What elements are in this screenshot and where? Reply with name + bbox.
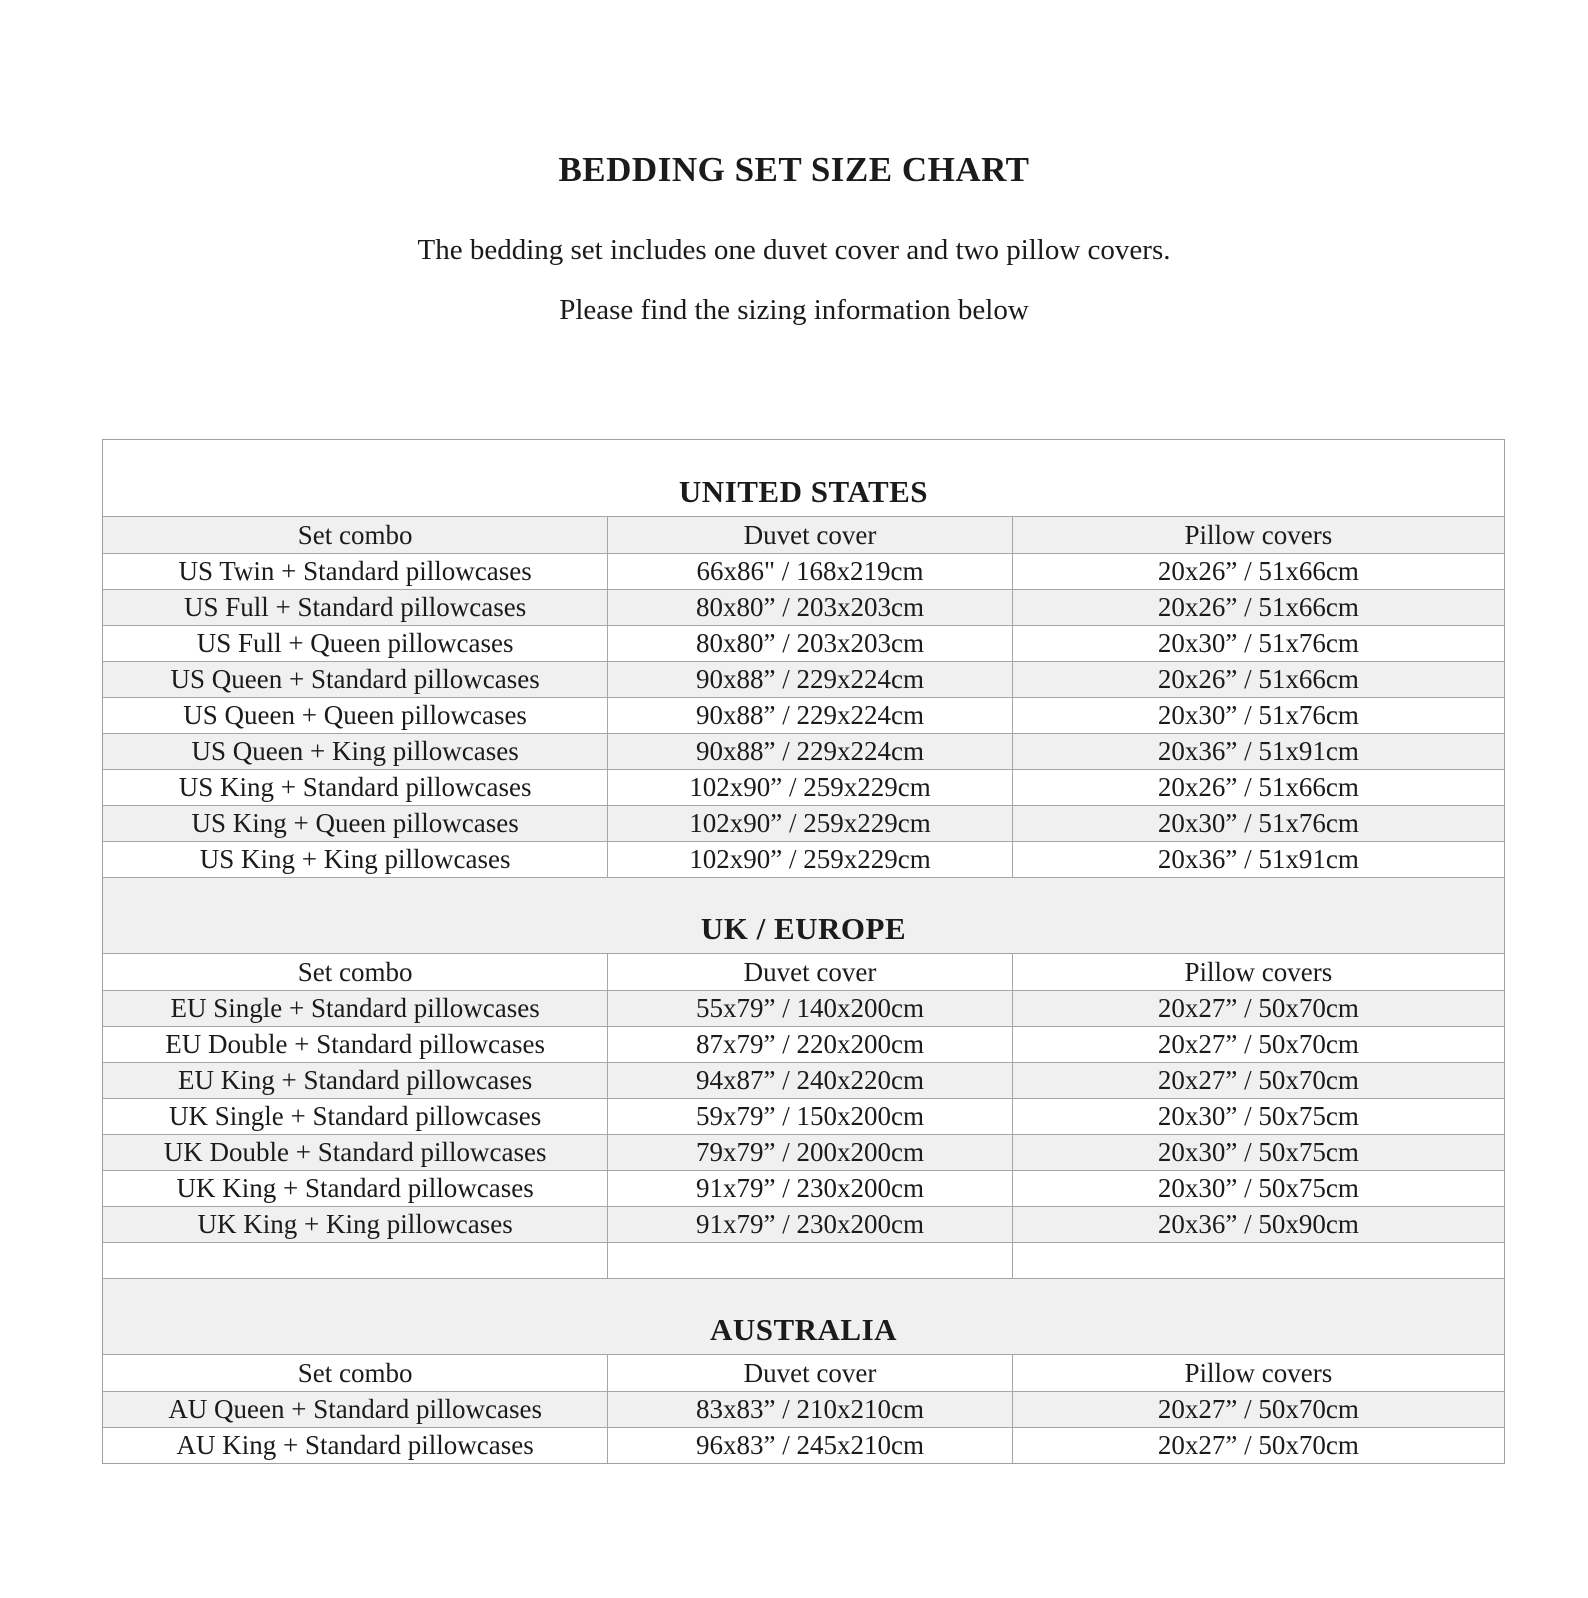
table-row	[103, 697, 1504, 733]
empty-row	[103, 1242, 1504, 1278]
set-combo-cell: AU King + Standard pillowcases	[176, 1430, 534, 1460]
set-combo-cell: UK Double + Standard pillowcases	[163, 1137, 547, 1167]
pillow-covers-cell: 20x30” / 50x75cm	[1012, 1099, 1504, 1134]
set-combo-cell: US King + Queen pillowcases	[191, 808, 519, 838]
duvet-cover-cell: 102x90” / 259x229cm	[607, 806, 1011, 841]
pillow-covers-cell: 20x27” / 50x70cm	[1012, 1027, 1504, 1062]
column-header-duvet-cover: Duvet cover	[607, 954, 1011, 990]
set-combo-cell: UK Single + Standard pillowcases	[169, 1101, 542, 1131]
pillow-covers-cell: 20x30” / 51x76cm	[1012, 806, 1504, 841]
table-row	[103, 1098, 1504, 1134]
duvet-cover-cell: 83x83” / 210x210cm	[607, 1392, 1011, 1427]
pillow-covers-cell: 20x36” / 51x91cm	[1012, 734, 1504, 769]
column-header-duvet-cover: Duvet cover	[607, 517, 1011, 553]
table-row	[103, 1062, 1504, 1098]
set-combo-cell: US King + King pillowcases	[199, 844, 511, 874]
au-header-row	[103, 1354, 1504, 1391]
column-header-pillow-covers: Pillow covers	[1012, 517, 1504, 553]
table-row	[103, 841, 1504, 877]
set-combo-cell: US Full + Queen pillowcases	[196, 628, 514, 658]
set-combo-cell: US Queen + King pillowcases	[191, 736, 519, 766]
table-row	[103, 1206, 1504, 1242]
set-combo-cell: US King + Standard pillowcases	[178, 772, 532, 802]
duvet-cover-cell: 102x90” / 259x229cm	[607, 842, 1011, 877]
set-combo-cell: UK King + Standard pillowcases	[176, 1173, 534, 1203]
duvet-cover-cell: 80x80” / 203x203cm	[607, 626, 1011, 661]
page-title: BEDDING SET SIZE CHART	[558, 150, 1030, 189]
pillow-covers-cell: 20x30” / 50x75cm	[1012, 1135, 1504, 1170]
pillow-covers-cell: 20x30” / 51x76cm	[1012, 698, 1504, 733]
uk-header-row	[103, 953, 1504, 990]
pillow-covers-cell: 20x27” / 50x70cm	[1012, 1063, 1504, 1098]
column-header-set-combo: Set combo	[297, 520, 413, 550]
set-combo-cell: US Queen + Queen pillowcases	[183, 700, 527, 730]
table-row	[103, 805, 1504, 841]
section-title-uk-europe: UK / EUROPE	[103, 877, 1504, 953]
document-header	[0, 0, 1588, 327]
set-combo-cell: US Full + Standard pillowcases	[184, 592, 527, 622]
pillow-covers-cell: 20x26” / 51x66cm	[1012, 770, 1504, 805]
table-row	[103, 1170, 1504, 1206]
duvet-cover-cell: 91x79” / 230x200cm	[607, 1171, 1011, 1206]
table-row	[103, 733, 1504, 769]
duvet-cover-cell: 91x79” / 230x200cm	[607, 1207, 1011, 1242]
set-combo-cell: US Queen + Standard pillowcases	[170, 664, 540, 694]
pillow-covers-cell: 20x36” / 50x90cm	[1012, 1207, 1504, 1242]
table-row	[103, 553, 1504, 589]
set-combo-cell: AU Queen + Standard pillowcases	[168, 1394, 542, 1424]
empty-cell	[607, 1243, 1011, 1278]
set-combo-cell: EU King + Standard pillowcases	[178, 1065, 533, 1095]
empty-cell	[1012, 1243, 1504, 1278]
column-header-set-combo: Set combo	[297, 1358, 413, 1388]
duvet-cover-cell: 79x79” / 200x200cm	[607, 1135, 1011, 1170]
table-row	[103, 1391, 1504, 1427]
column-header-pillow-covers: Pillow covers	[1012, 1355, 1504, 1391]
column-header-pillow-covers: Pillow covers	[1012, 954, 1504, 990]
duvet-cover-cell: 55x79” / 140x200cm	[607, 991, 1011, 1026]
set-combo-cell: EU Single + Standard pillowcases	[170, 993, 540, 1023]
pillow-covers-cell: 20x27” / 50x70cm	[1012, 1428, 1504, 1463]
section-title-united-states: UNITED STATES	[678, 474, 929, 509]
pillow-covers-cell: 20x36” / 51x91cm	[1012, 842, 1504, 877]
duvet-cover-cell: 102x90” / 259x229cm	[607, 770, 1011, 805]
pillow-covers-cell: 20x26” / 51x66cm	[1012, 662, 1504, 697]
table-row	[103, 990, 1504, 1026]
column-header-duvet-cover: Duvet cover	[607, 1355, 1011, 1391]
pillow-covers-cell: 20x26” / 51x66cm	[1012, 554, 1504, 589]
size-chart-sheet	[102, 439, 1505, 1464]
duvet-cover-cell: 96x83” / 245x210cm	[607, 1428, 1011, 1463]
duvet-cover-cell: 59x79” / 150x200cm	[607, 1099, 1011, 1134]
duvet-cover-cell: 66x86" / 168x219cm	[607, 554, 1011, 589]
table-row	[103, 661, 1504, 697]
set-combo-cell: EU Double + Standard pillowcases	[165, 1029, 545, 1059]
empty-cell	[103, 1243, 607, 1278]
duvet-cover-cell: 94x87” / 240x220cm	[607, 1063, 1011, 1098]
table-row	[103, 1427, 1504, 1463]
section-title-australia: AUSTRALIA	[103, 1278, 1504, 1354]
pillow-covers-cell: 20x26” / 51x66cm	[1012, 590, 1504, 625]
column-header-set-combo: Set combo	[297, 957, 413, 987]
duvet-cover-cell: 90x88” / 229x224cm	[607, 698, 1011, 733]
duvet-cover-cell: 80x80” / 203x203cm	[607, 590, 1011, 625]
set-combo-cell: US Twin + Standard pillowcases	[178, 556, 532, 586]
duvet-cover-cell: 87x79” / 220x200cm	[607, 1027, 1011, 1062]
table-row	[103, 625, 1504, 661]
pillow-covers-cell: 20x27” / 50x70cm	[1012, 991, 1504, 1026]
pillow-covers-cell: 20x30” / 51x76cm	[1012, 626, 1504, 661]
pillow-covers-cell: 20x27” / 50x70cm	[1012, 1392, 1504, 1427]
subtitle-line-2: Please find the sizing information below	[559, 294, 1029, 326]
table-row	[103, 769, 1504, 805]
set-combo-cell: UK King + King pillowcases	[197, 1209, 513, 1239]
us-header-row	[103, 516, 1504, 553]
pillow-covers-cell: 20x30” / 50x75cm	[1012, 1171, 1504, 1206]
duvet-cover-cell: 90x88” / 229x224cm	[607, 734, 1011, 769]
table-row	[103, 1134, 1504, 1170]
duvet-cover-cell: 90x88” / 229x224cm	[607, 662, 1011, 697]
table-row	[103, 1026, 1504, 1062]
table-row	[103, 589, 1504, 625]
subtitle-line-1: The bedding set includes one duvet cover and two pillow covers.	[417, 234, 1171, 266]
